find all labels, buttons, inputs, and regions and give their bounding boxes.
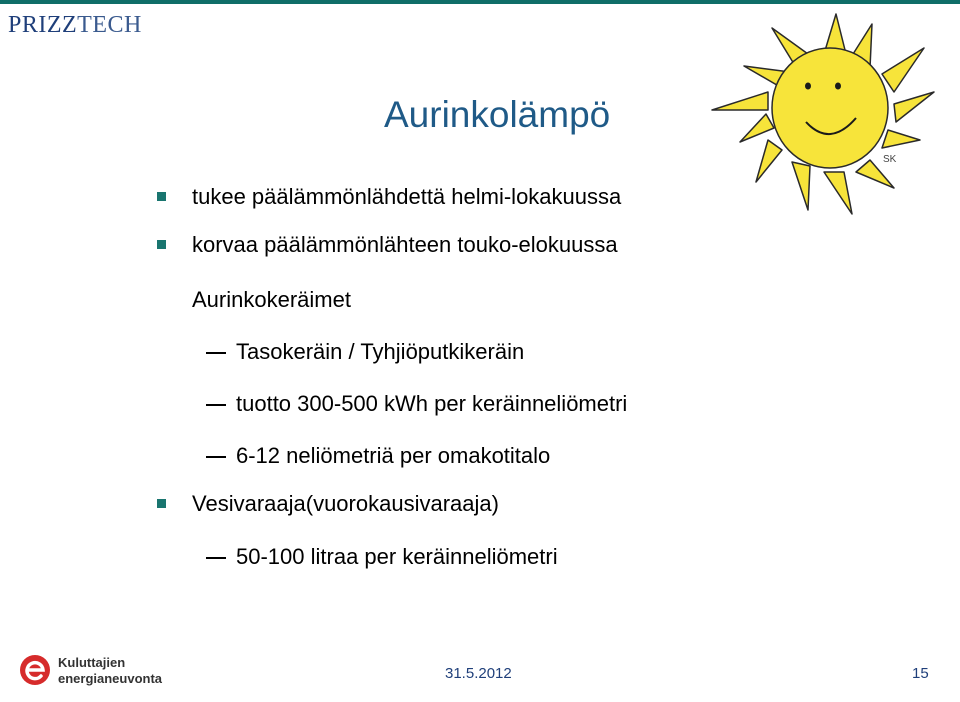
list-item: Tasokeräin / Tyhjiöputkikeräin (236, 339, 525, 364)
list-item: Vesivaraaja(vuorokausivaraaja) (192, 491, 499, 516)
footer-logo-line1: Kuluttajien (58, 655, 126, 670)
slide-title: Aurinkolämpö (384, 94, 611, 135)
list-item: Aurinkokeräimet (192, 287, 351, 312)
list-item: korvaa päälämmönlähteen touko-elokuussa (192, 232, 618, 257)
dash-bullet-icon (206, 456, 226, 458)
sun-signature: SK (883, 154, 897, 165)
brand-logo (8, 12, 142, 39)
energy-e-icon (20, 655, 50, 685)
brand-name-part1: PRIZZ (8, 12, 78, 38)
square-bullet-icon (157, 240, 166, 249)
sun-illustration (698, 0, 960, 228)
list-item: 6-12 neliömetriä per omakotitalo (236, 443, 551, 468)
dash-bullet-icon (206, 352, 226, 354)
dash-bullet-icon (206, 404, 226, 406)
footer-logo-line2: energianeuvonta (58, 671, 163, 686)
list-item: tuotto 300-500 kWh per keräinneliömetri (236, 391, 628, 416)
list-item: 50-100 litraa per keräinneliömetri (236, 544, 558, 569)
square-bullet-icon (157, 192, 166, 201)
footer-date: 31.5.2012 (445, 665, 512, 682)
footer-logo (18, 651, 198, 691)
square-bullet-icon (157, 499, 166, 508)
brand-name-part2: TECH (77, 12, 142, 38)
page-number: 15 (912, 665, 929, 682)
dash-bullet-icon (206, 557, 226, 559)
list-item: tukee päälämmönlähdettä helmi-lokakuussa (192, 184, 622, 209)
